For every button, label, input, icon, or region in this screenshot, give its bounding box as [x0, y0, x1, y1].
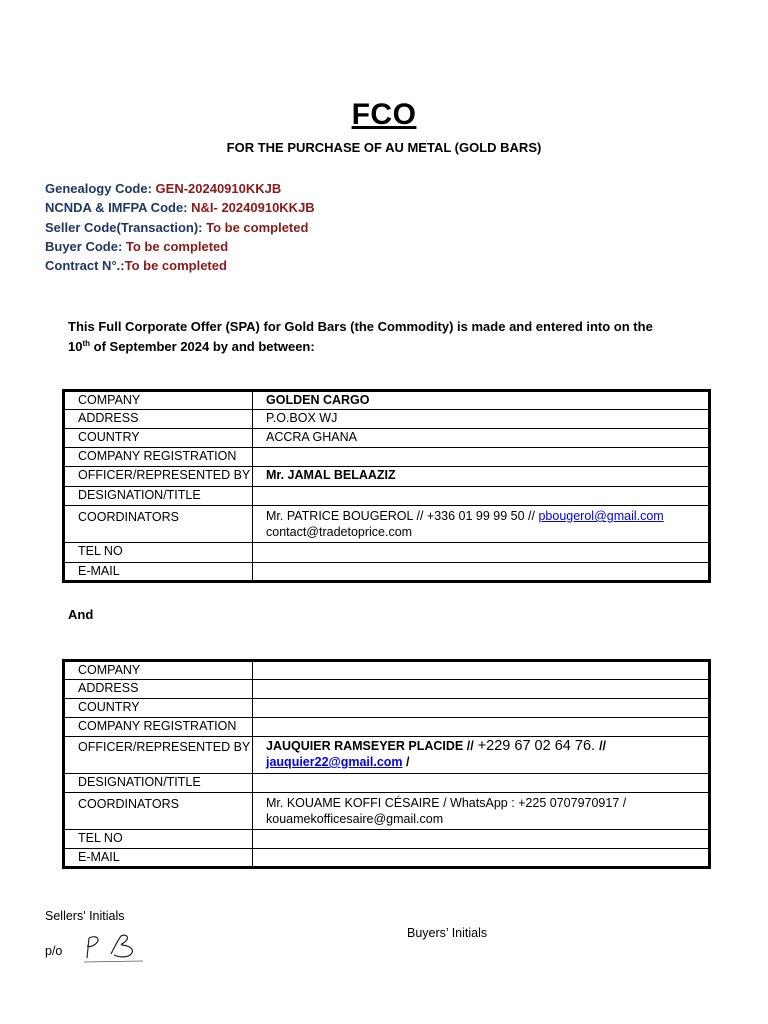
buyer-code-line	[45, 237, 315, 256]
buyer-address-value	[253, 680, 710, 699]
row-label: COMPANY	[64, 391, 253, 410]
row-label: E-MAIL	[64, 563, 253, 582]
buyer-officer-name: JAUQUIER RAMSEYER PLACIDE	[266, 739, 467, 753]
buyer-email-value	[253, 849, 710, 868]
buyer-officer-value	[253, 737, 710, 774]
table-row	[64, 391, 710, 410]
seller-designation-value	[253, 487, 710, 506]
seller-officer-value: Mr. JAMAL BELAAZIZ	[253, 467, 710, 487]
row-label: TEL NO	[64, 543, 253, 563]
po-label: p/o	[45, 944, 63, 958]
row-label: OFFICER/REPRESENTED BY	[64, 737, 253, 774]
table-row	[64, 543, 710, 563]
code-label: Genealogy Code:	[45, 181, 156, 196]
code-label: Buyer Code:	[45, 238, 126, 254]
table-row	[64, 774, 710, 793]
genealogy-code-line	[45, 179, 315, 198]
row-label: COMPANY REGISTRATION	[64, 448, 253, 467]
seller-tel-value	[253, 543, 710, 563]
table-row	[64, 699, 710, 718]
intro-day-suffix: th	[82, 339, 91, 348]
table-row	[64, 737, 710, 774]
row-label: ADDRESS	[64, 410, 253, 429]
buyer-tel-value	[253, 830, 710, 849]
and-label: And	[68, 607, 94, 622]
code-value: To be completed	[125, 238, 229, 254]
codes-block	[45, 179, 315, 275]
row-label: ADDRESS	[64, 680, 253, 699]
row-label: COORDINATORS	[64, 793, 253, 830]
code-value: N&I- 20240910KKJB	[191, 200, 315, 216]
buyer-country-value	[253, 699, 710, 718]
intro-line-2	[68, 337, 708, 357]
table-row	[64, 830, 710, 849]
row-label: COUNTRY	[64, 699, 253, 718]
buyer-officer-email-link[interactable]: jauquier22@gmail.com	[266, 755, 403, 769]
coordinators-email: kouamekofficesaire@gmail.com	[266, 812, 444, 826]
row-label: OFFICER/REPRESENTED BY	[64, 467, 253, 487]
row-label: COMPANY	[64, 661, 253, 680]
signature-initials	[80, 928, 146, 966]
table-row	[64, 793, 710, 830]
intro-paragraph	[68, 317, 708, 357]
code-label: Contract N°.:	[45, 258, 125, 274]
buyers-initials-label: Buyers’ Initials	[407, 926, 488, 940]
intro-day: 10	[68, 339, 83, 354]
coordinators-contact-email: contact@tradetoprice.com	[266, 525, 413, 539]
table-row	[64, 429, 710, 448]
table-row	[64, 563, 710, 582]
buyer-officer-phone: +229 67 02 64 76.	[473, 738, 600, 754]
intro-line-1: This Full Corporate Offer (SPA) for Gold Bars (the Commodity) is made and entered into on the	[68, 319, 653, 334]
seller-table	[62, 389, 711, 583]
separator: //	[599, 739, 607, 753]
ncnda-code-line	[45, 198, 315, 217]
row-label: COUNTRY	[64, 429, 253, 448]
seller-country-value: ACCRA GHANA	[253, 429, 710, 448]
table-row	[64, 410, 710, 429]
table-row	[64, 467, 710, 487]
row-label: DESIGNATION/TITLE	[64, 774, 253, 793]
table-row	[64, 448, 710, 467]
document-title: FCO	[351, 98, 417, 131]
table-row	[64, 849, 710, 868]
table-row	[64, 661, 710, 680]
document-subtitle: FOR THE PURCHASE OF AU METAL (GOLD BARS)	[226, 140, 542, 155]
separator: //	[466, 739, 474, 753]
buyer-coordinators-value	[253, 793, 710, 830]
buyer-company-value	[253, 661, 710, 680]
code-value: To be completed	[124, 258, 227, 274]
row-label: COMPANY REGISTRATION	[64, 718, 253, 737]
code-value: To be completed	[206, 219, 309, 235]
table-row	[64, 680, 710, 699]
table-row	[64, 506, 710, 543]
code-value: GEN-20240910KKJB	[155, 181, 282, 196]
seller-coordinators-value	[253, 506, 710, 543]
coordinator-email-link[interactable]: pbougerol@gmail.com	[538, 509, 664, 523]
sellers-initials-label: Sellers' Initials	[45, 909, 125, 923]
coordinators-text: Mr. PATRICE BOUGEROL // +336 01 99 99 50 //	[266, 509, 539, 523]
row-label: E-MAIL	[64, 849, 253, 868]
contract-no-line	[45, 256, 315, 275]
coordinators-text: Mr. KOUAME KOFFI CÉSAIRE / WhatsApp : +225 0707970917 /	[266, 796, 627, 810]
separator: /	[402, 755, 410, 769]
row-label: DESIGNATION/TITLE	[64, 487, 253, 506]
code-label: NCNDA & IMFPA Code:	[45, 200, 192, 216]
seller-code-line	[45, 218, 315, 237]
buyer-table	[62, 659, 711, 869]
seller-address-value: P.O.BOX WJ	[253, 410, 710, 429]
buyer-designation-value	[253, 774, 710, 793]
seller-email-value	[253, 563, 710, 582]
code-label: Seller Code(Transaction):	[45, 219, 207, 235]
intro-line-2-text: of September 2024 by and between:	[90, 339, 315, 354]
seller-company-value: GOLDEN CARGO	[253, 391, 710, 410]
row-label: COORDINATORS	[64, 506, 253, 543]
table-row	[64, 487, 710, 506]
buyer-registration-value	[253, 718, 710, 737]
row-label: TEL NO	[64, 830, 253, 849]
table-row	[64, 718, 710, 737]
seller-registration-value	[253, 448, 710, 467]
